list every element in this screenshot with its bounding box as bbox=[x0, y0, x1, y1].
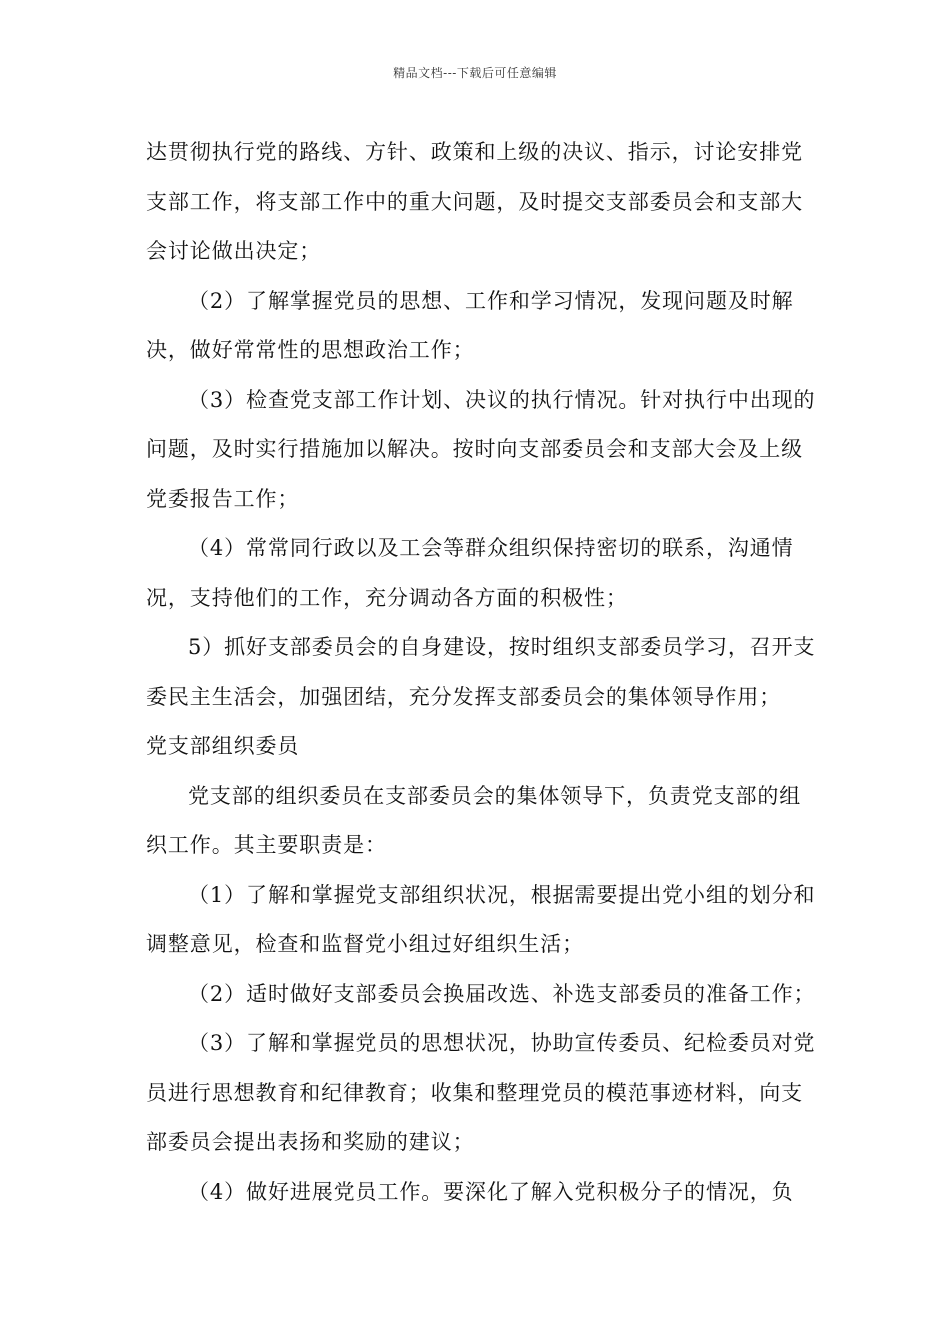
paragraph-item-2-grasp-thoughts: （2）了解掌握党员的思想、工作和学习情况，发现问题及时解决，做好常常性的思想政治工作； bbox=[146, 288, 794, 362]
paragraph-duties-continued: 达贯彻执行党的路线、方针、政策和上级的决议、指示，讨论安排党支部工作，将支部工作中的重大问题，及时提交支部委员会和支部大会讨论做出决定； bbox=[146, 140, 803, 263]
paragraph-item-4-liaison: （4）常常同行政以及工会等群众组织保持密切的联系，沟通情况，支持他们的工作，充分调动各方面的积极性； bbox=[146, 536, 794, 610]
document-body bbox=[146, 128, 822, 1217]
page-header: 精品文档---下载后可任意编辑 bbox=[393, 66, 557, 80]
paragraph-org-item-4: （4）做好进展党员工作。要深化了解入党积极分子的情况，负 bbox=[188, 1179, 794, 1204]
paragraph-item-3-check-plans: （3）检查党支部工作计划、决议的执行情况。针对执行中出现的问题，及时实行措施加以解决。按时向支部委员会和支部大会及上级党委报告工作； bbox=[146, 387, 816, 511]
paragraph-org-item-3: （3）了解和掌握党员的思想状况，协助宣传委员、纪检委员对党员进行思想教育和纪律教育；收集和整理党员的模范事迹材料，向支部委员会提出表扬和奖励的建议； bbox=[146, 1031, 816, 1154]
section-heading-organization-member: 党支部组织委员 bbox=[146, 734, 300, 758]
paragraph-org-item-1: （1）了解和掌握党支部组织状况，根据需要提出党小组的划分和调整意见，检查和监督党小组过好组织生活； bbox=[146, 882, 816, 956]
paragraph-org-item-2: （2）适时做好支部委员会换届改选、补选支部委员的准备工作； bbox=[188, 981, 816, 1006]
paragraph-item-5-self-building: 5）抓好支部委员会的自身建设，按时组织支部委员学习，召开支委民主生活会，加强团结，充分发挥支部委员会的集体领导作用； bbox=[146, 635, 816, 709]
paragraph-organization-intro: 党支部的组织委员在支部委员会的集体领导下，负责党支部的组织工作。其主要职责是： bbox=[146, 783, 802, 857]
